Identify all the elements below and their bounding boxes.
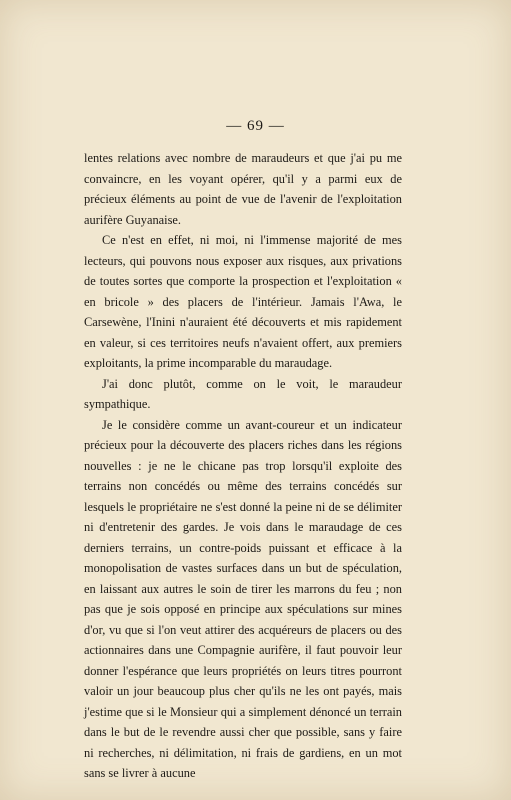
- paragraph: Je le considère comme un avant-coureur et un indicateur précieux pour la découverte des placers riches dans les régions nouvelles : je ne le chicane pas trop lorsqu'il exploite des terrains non concédés ou même des terrains concédés sur lesquels le propriétaire ne s'est donné la peine ni de se délimiter ni d'entretenir des gardes. Je vois dans le maraudage de ces derniers terrains, un contre-poids puissant et efficace à la monopolisation de vastes surfaces dans un but de spéculation, en laissant aux autres le soin de tirer les marrons du feu ; non pas que je sois opposé en principe aux spéculations sur mines d'or, vu que si l'on veut attirer des acquéreurs de placers ou des actionnaires dans une Compagnie aurifère, il faut pouvoir leur donner l'espérance que leurs propriétés on leurs titres pourront valoir un jour beaucoup plus cher qu'ils ne les ont payés, mais j'estime que si le Monsieur qui a simplement dénoncé un terrain dans le but de le revendre aussi cher que possible, sans y faire ni recherches, ni délimitation, ni frais de gardiens, en un mot sans se livrer à aucune: [84, 417, 402, 780]
- body-text: [84, 148, 402, 784]
- page-number: — 69 —: [226, 118, 285, 134]
- paragraph-continuation: lentes relations avec nombre de maraudeurs et que j'ai pu me convaincre, en les voyant opérer, qu'il y a parmi eux de précieux éléments au point de vue de l'avenir de l'exploitation aurifère Guyanaise.: [84, 151, 402, 227]
- paragraph: J'ai donc plutôt, comme on le voit, le maraudeur sympathique.: [84, 376, 402, 411]
- paragraph: Ce n'est en effet, ni moi, ni l'immense majorité de mes lecteurs, qui pouvons nous exposer aux risques, aux privations de toutes sortes que comporte la prospection et l'exploitation « en bricole » des placers de l'intérieur. Jamais l'Awa, le Carsewène, l'Inini n'auraient été découverts et mis rapidement en valeur, si ces territoires neufs n'avaient offert, aux premiers exploitants, la prime incomparable du maraudage.: [84, 233, 402, 370]
